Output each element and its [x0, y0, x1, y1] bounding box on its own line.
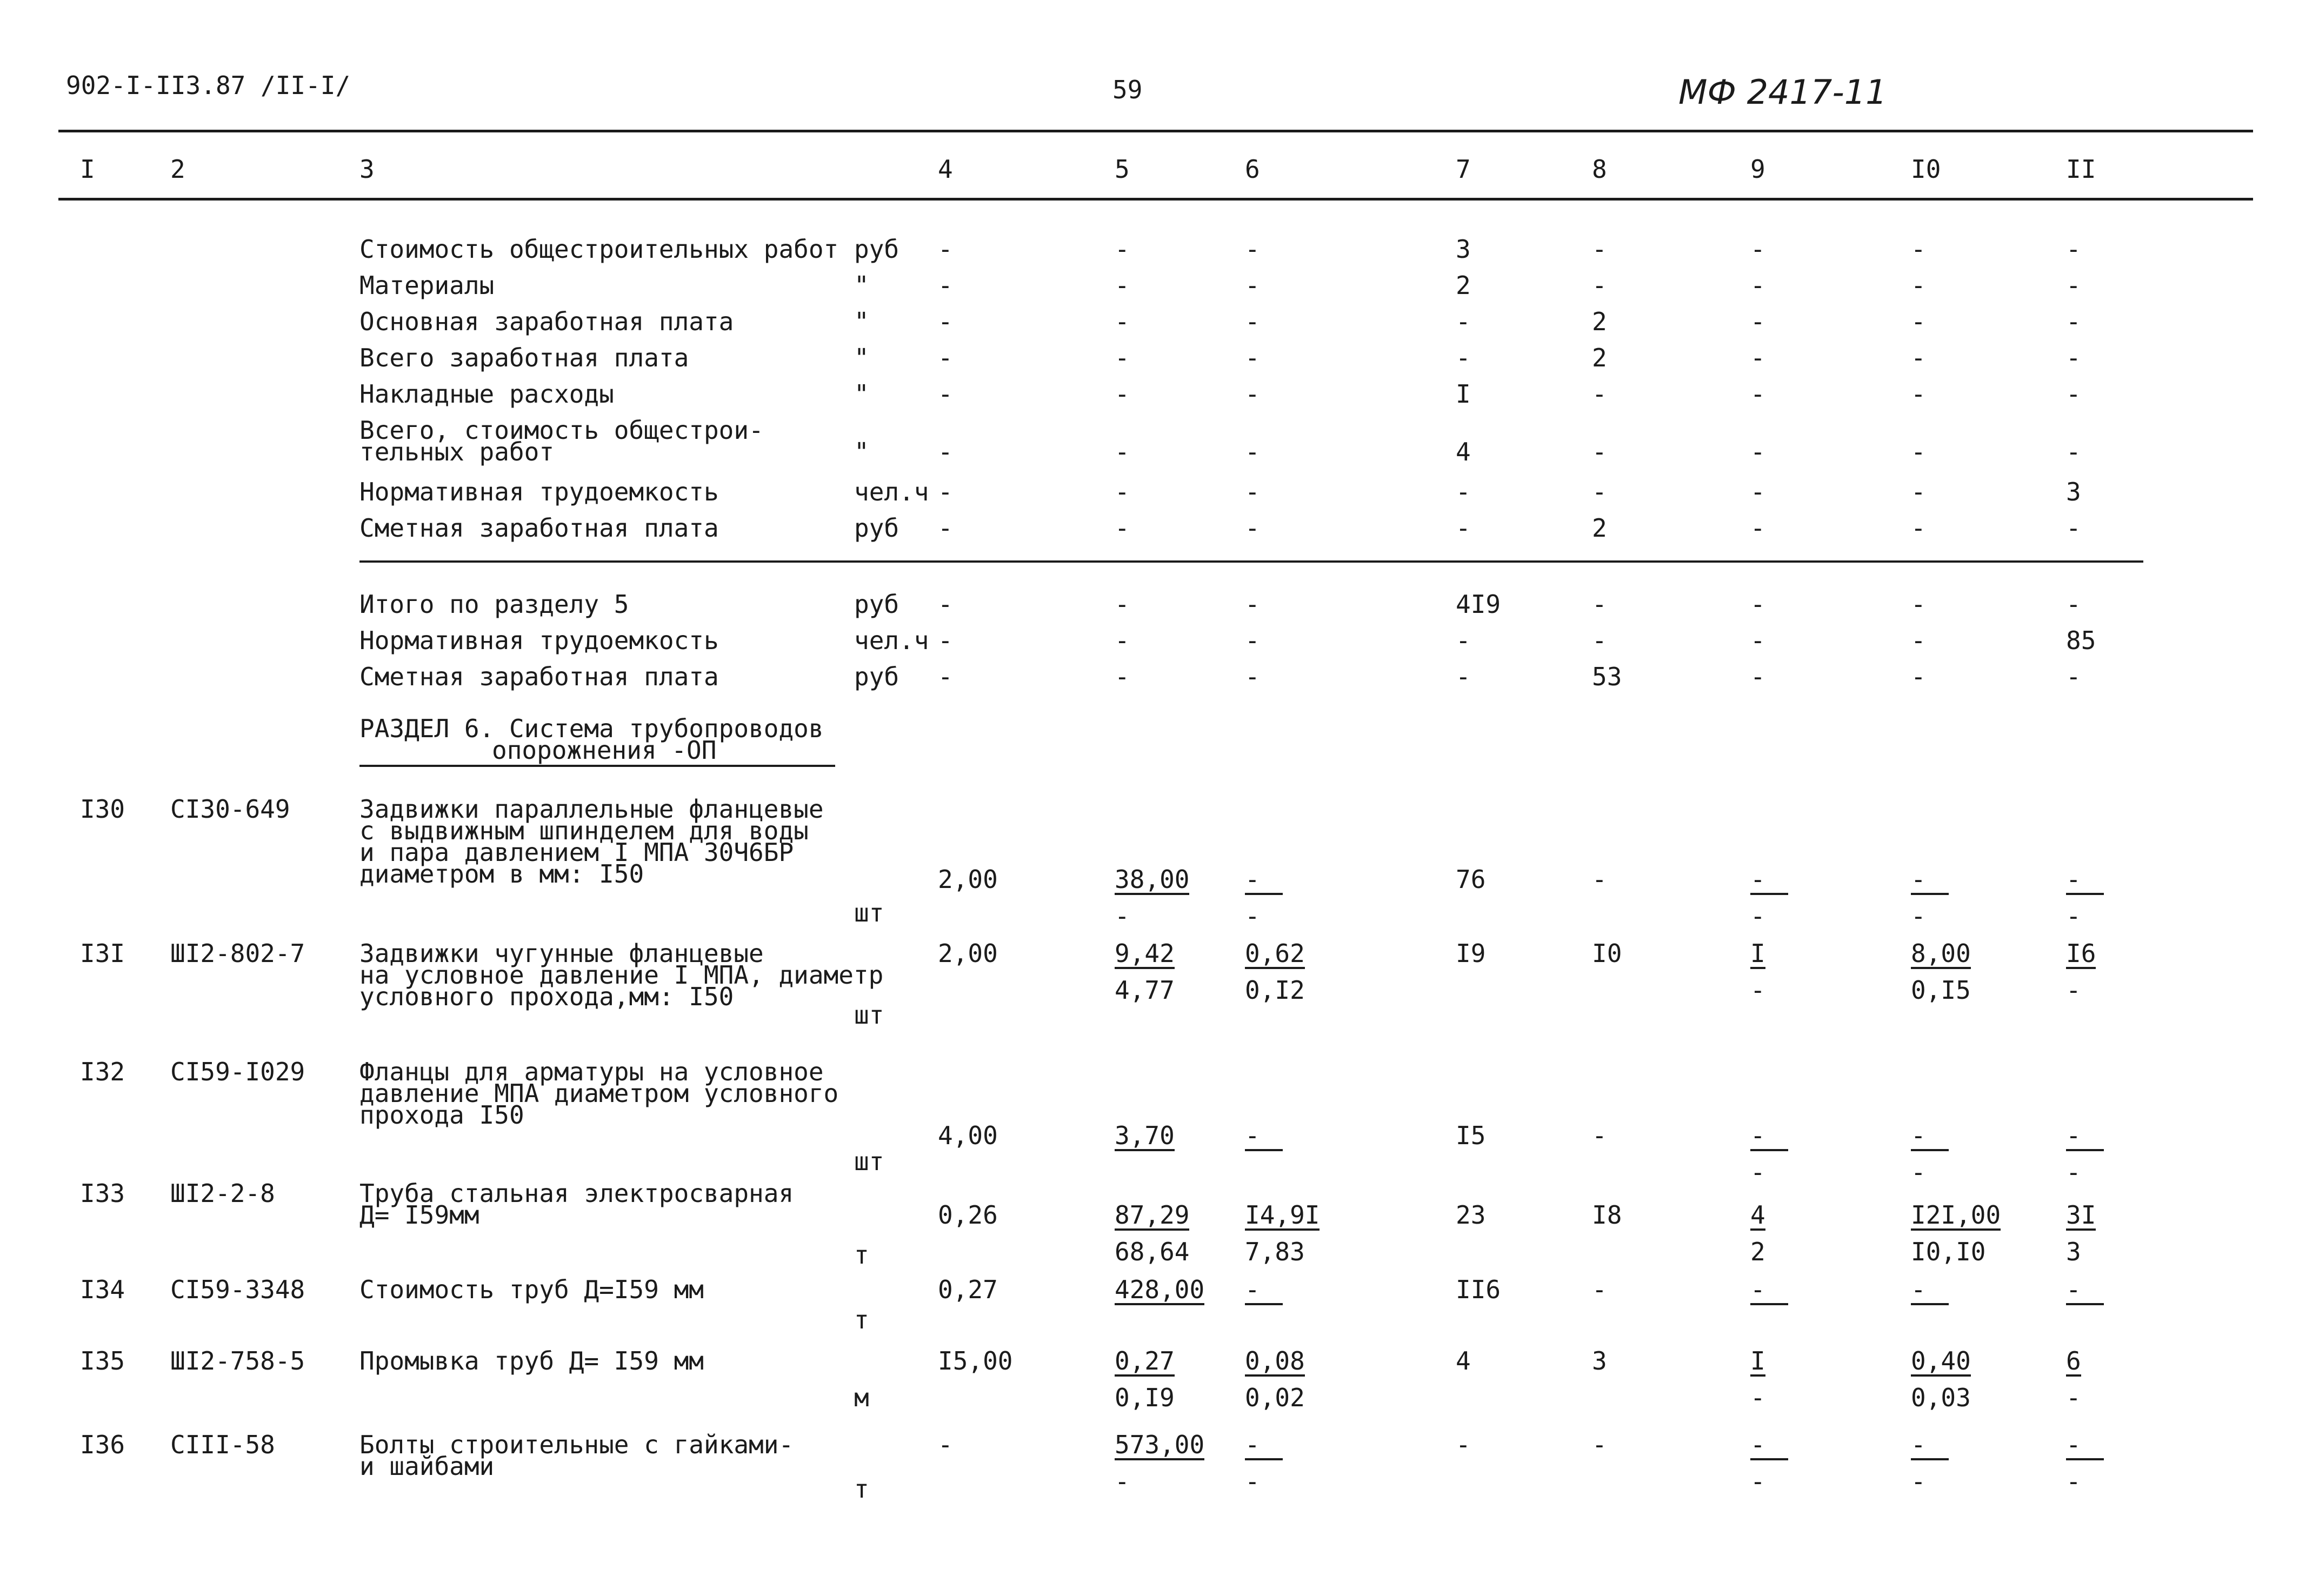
section-heading-underline: [359, 765, 835, 767]
column-header-5: 5: [1115, 155, 1130, 184]
summary-cell-c6: -: [1245, 437, 1260, 466]
item-unit: шт: [854, 1000, 884, 1030]
item-code: ШI2-802-7: [170, 939, 305, 968]
summary-cell-c9: -: [1750, 235, 1765, 264]
summary-cell-c7: -: [1456, 307, 1471, 336]
summary-cell-c10: -: [1911, 235, 1926, 264]
summary-row-unit: чел.ч: [854, 626, 929, 655]
item-c11-subvalue: -: [2066, 976, 2081, 1005]
summary-cell-c6: -: [1245, 477, 1260, 506]
summary-cell-c9: -: [1750, 271, 1765, 300]
summary-row-unit: руб: [854, 662, 899, 691]
summary-cell-c6: -: [1245, 513, 1260, 543]
item-c7-value: -: [1456, 1430, 1471, 1459]
summary-cell-c11: -: [2066, 590, 2081, 619]
item-c10-subvalue: 0,I5: [1911, 976, 1971, 1005]
summary-row-label: Сметная заработная плата: [359, 662, 719, 691]
summary-cell-c9: -: [1750, 437, 1765, 466]
item-number: I3I: [80, 939, 125, 968]
summary-cell-c11: 85: [2066, 626, 2096, 655]
summary-cell-c4: -: [938, 590, 953, 619]
summary-cell-c9: -: [1750, 307, 1765, 336]
item-c10-subvalue: 0,03: [1911, 1383, 1971, 1412]
summary-cell-c9: -: [1750, 343, 1765, 372]
item-c8-value: -: [1592, 1121, 1607, 1150]
item-c7-value: II6: [1456, 1275, 1501, 1304]
summary-cell-c4: -: [938, 477, 953, 506]
item-c11-subvalue: -: [2066, 901, 2081, 931]
summary-row-label: Сметная заработная плата: [359, 513, 719, 543]
column-header-8: 8: [1592, 155, 1607, 184]
item-c10-value: -: [1911, 1123, 1949, 1151]
summary-cell-c10: -: [1911, 513, 1926, 543]
item-c10-value: -: [1911, 1432, 1949, 1460]
summary-cell-c11: -: [2066, 343, 2081, 372]
item-c9-subvalue: -: [1750, 1158, 1765, 1187]
summary-row-label: Нормативная трудоемкость: [359, 626, 719, 655]
summary-cell-c10: -: [1911, 662, 1926, 691]
summary-cell-c9: -: [1750, 513, 1765, 543]
item-description-line: Промывка труб Д= I59 мм: [359, 1346, 704, 1375]
item-c5-subvalue: -: [1115, 1467, 1130, 1496]
summary-cell-c5: -: [1115, 235, 1130, 264]
item-c6-subvalue: -: [1245, 1467, 1260, 1496]
item-c8-value: -: [1592, 1430, 1607, 1459]
summary-cell-c6: -: [1245, 307, 1260, 336]
summary-cell-c5: -: [1115, 513, 1130, 543]
summary-cell-c8: -: [1592, 437, 1607, 466]
item-c8-value: I8: [1592, 1200, 1622, 1230]
item-quantity: 0,26: [938, 1200, 998, 1230]
item-c9-value: -: [1750, 1277, 1788, 1305]
item-c5-value: 0,27: [1115, 1346, 1175, 1375]
item-c5-value: 9,42: [1115, 939, 1175, 968]
summary-cell-c5: -: [1115, 437, 1130, 466]
item-c11-value: 3I: [2066, 1200, 2096, 1230]
summary-cell-c8: -: [1592, 626, 1607, 655]
summary-row-label: Нормативная трудоемкость: [359, 477, 719, 506]
summary-row-unit: ": [854, 379, 869, 409]
summary-cell-c8: 2: [1592, 343, 1607, 372]
item-c9-subvalue: -: [1750, 901, 1765, 931]
column-header-11: II: [2066, 155, 2096, 184]
summary-row-label: Всего, стоимость общестрои-: [359, 416, 764, 445]
item-c10-subvalue: -: [1911, 901, 1926, 931]
item-c11-subvalue: -: [2066, 1158, 2081, 1187]
item-c11-subvalue: -: [2066, 1383, 2081, 1412]
item-description-line: на условное давление I МПА, диаметр: [359, 960, 884, 990]
summary-cell-c7: 2: [1456, 271, 1471, 300]
item-c5-value: 87,29: [1115, 1200, 1190, 1230]
summary-cell-c8: -: [1592, 590, 1607, 619]
item-description-line: диаметром в мм: I50: [359, 859, 644, 889]
summary-cell-c8: -: [1592, 235, 1607, 264]
item-unit: м: [854, 1383, 869, 1412]
summary-cell-c7: -: [1456, 343, 1471, 372]
summary-cell-c5: -: [1115, 271, 1130, 300]
item-c6-subvalue: -: [1245, 901, 1260, 931]
header-rule-top: [58, 130, 2253, 132]
summary-cell-c5: -: [1115, 477, 1130, 506]
item-c5-value: 3,70: [1115, 1121, 1175, 1150]
summary-cell-c4: -: [938, 271, 953, 300]
summary-cell-c8: 2: [1592, 513, 1607, 543]
item-code: ШI2-2-8: [170, 1179, 275, 1208]
item-c10-subvalue: I0,I0: [1911, 1237, 1986, 1266]
summary-cell-c7: -: [1456, 662, 1471, 691]
summary-cell-c4: -: [938, 626, 953, 655]
summary-cell-c4: -: [938, 662, 953, 691]
item-description-line: Стоимость труб Д=I59 мм: [359, 1275, 704, 1304]
item-quantity: -: [938, 1430, 953, 1459]
item-c7-value: I9: [1456, 939, 1486, 968]
summary-cell-c4: -: [938, 379, 953, 409]
summary-cell-c9: -: [1750, 379, 1765, 409]
summary-cell-c5: -: [1115, 379, 1130, 409]
item-number: I36: [80, 1430, 125, 1459]
summary-cell-c4: -: [938, 513, 953, 543]
item-description-line: Задвижки чугунные фланцевые: [359, 939, 764, 968]
item-c9-value: I: [1750, 1346, 1765, 1375]
item-c5-value: 38,00: [1115, 865, 1190, 894]
item-number: I35: [80, 1346, 125, 1375]
item-c5-value: 428,00: [1115, 1275, 1205, 1304]
summary-cell-c11: 3: [2066, 477, 2081, 506]
item-c6-subvalue: 7,83: [1245, 1237, 1305, 1266]
summary-cell-c10: -: [1911, 477, 1926, 506]
item-number: I33: [80, 1179, 125, 1208]
item-code: CI59-I029: [170, 1057, 305, 1086]
summary-cell-c4: -: [938, 235, 953, 264]
page-number: 59: [1112, 75, 1143, 104]
item-c9-subvalue: -: [1750, 1467, 1765, 1496]
item-c10-value: 8,00: [1911, 939, 1971, 968]
summary-cell-c7: -: [1456, 513, 1471, 543]
item-description-line: давление МПА диаметром условного: [359, 1079, 839, 1108]
header-rule-bottom: [58, 198, 2253, 201]
summary-cell-c11: -: [2066, 437, 2081, 466]
summary-cell-c5: -: [1115, 343, 1130, 372]
item-number: I34: [80, 1275, 125, 1304]
summary-cell-c8: 53: [1592, 662, 1622, 691]
item-c10-value: -: [1911, 1277, 1949, 1305]
summary-row-unit: ": [854, 343, 869, 372]
item-c9-value: -: [1750, 867, 1788, 895]
item-c5-subvalue: 0,I9: [1115, 1383, 1175, 1412]
column-header-9: 9: [1750, 155, 1765, 184]
column-header-6: 6: [1245, 155, 1260, 184]
item-quantity: 2,00: [938, 939, 998, 968]
item-description-line: Фланцы для арматуры на условное: [359, 1057, 824, 1086]
summary-cell-c7: 4: [1456, 437, 1471, 466]
summary-cell-c4: -: [938, 437, 953, 466]
item-c5-subvalue: 68,64: [1115, 1237, 1190, 1266]
summary-row-unit: ": [854, 437, 869, 466]
item-description-line: и пара давлением I МПА 30Ч6БР: [359, 838, 794, 867]
summary-cell-c6: -: [1245, 626, 1260, 655]
item-c5-value: 573,00: [1115, 1430, 1205, 1459]
item-unit: шт: [854, 898, 884, 927]
item-c10-value: 0,40: [1911, 1346, 1971, 1375]
summary-cell-c8: 2: [1592, 307, 1607, 336]
item-c8-value: I0: [1592, 939, 1622, 968]
item-c11-value: -: [2066, 1432, 2104, 1460]
item-unit: т: [854, 1240, 869, 1270]
summary-cell-c11: -: [2066, 235, 2081, 264]
summary-separator: [359, 560, 2143, 563]
summary-cell-c11: -: [2066, 662, 2081, 691]
item-number: I32: [80, 1057, 125, 1086]
item-c6-value: -: [1245, 1277, 1283, 1305]
summary-cell-c9: -: [1750, 662, 1765, 691]
summary-cell-c6: -: [1245, 590, 1260, 619]
item-description-line: Болты строительные с гайками-: [359, 1430, 794, 1459]
summary-cell-c10: -: [1911, 626, 1926, 655]
summary-cell-c10: -: [1911, 343, 1926, 372]
summary-row-label: Накладные расходы: [359, 379, 614, 409]
item-c5-subvalue: -: [1115, 901, 1130, 931]
summary-cell-c9: -: [1750, 626, 1765, 655]
column-header-3: 3: [359, 155, 375, 184]
item-c11-value: I6: [2066, 939, 2096, 968]
summary-cell-c4: -: [938, 343, 953, 372]
item-code: CIII-58: [170, 1430, 275, 1459]
summary-cell-c10: -: [1911, 271, 1926, 300]
item-c6-subvalue: 0,I2: [1245, 976, 1305, 1005]
item-description-line: и шайбами: [359, 1452, 495, 1481]
doc-code: 902-I-II3.87 /II-I/: [66, 71, 351, 100]
item-description-line: Труба стальная электросварная: [359, 1179, 794, 1208]
item-c6-value: I4,9I: [1245, 1200, 1320, 1230]
item-c11-value: -: [2066, 1277, 2104, 1305]
item-c9-value: -: [1750, 1432, 1788, 1460]
item-c9-value: I: [1750, 939, 1765, 968]
summary-cell-c8: -: [1592, 379, 1607, 409]
item-unit: т: [854, 1305, 869, 1334]
summary-cell-c11: -: [2066, 307, 2081, 336]
section-heading-line2: опорожнения -ОП: [492, 736, 717, 765]
summary-cell-c7: I: [1456, 379, 1471, 409]
item-c6-value: -: [1245, 867, 1283, 895]
item-c8-value: 3: [1592, 1346, 1607, 1375]
summary-cell-c6: -: [1245, 662, 1260, 691]
summary-cell-c7: -: [1456, 626, 1471, 655]
summary-cell-c4: -: [938, 307, 953, 336]
item-unit: т: [854, 1474, 869, 1504]
item-c6-value: 0,62: [1245, 939, 1305, 968]
summary-row-label: Стоимость общестроительных работ: [359, 235, 839, 264]
summary-row-label-cont: тельных работ: [359, 437, 555, 466]
summary-row-unit: руб: [854, 590, 899, 619]
column-header-1: I: [80, 155, 95, 184]
item-number: I30: [80, 794, 125, 824]
item-quantity: 4,00: [938, 1121, 998, 1150]
summary-cell-c6: -: [1245, 343, 1260, 372]
section-heading-line1: РАЗДЕЛ 6. Система трубопроводов: [359, 714, 824, 743]
item-c6-value: 0,08: [1245, 1346, 1305, 1375]
item-c10-subvalue: -: [1911, 1467, 1926, 1496]
item-c10-value: -: [1911, 867, 1949, 895]
item-code: ШI2-758-5: [170, 1346, 305, 1375]
item-description-line: прохода I50: [359, 1100, 524, 1130]
item-c9-subvalue: 2: [1750, 1237, 1765, 1266]
item-c10-subvalue: -: [1911, 1158, 1926, 1187]
item-c11-subvalue: 3: [2066, 1237, 2081, 1266]
summary-row-label: Всего заработная плата: [359, 343, 689, 372]
item-quantity: 0,27: [938, 1275, 998, 1304]
column-header-2: 2: [170, 155, 185, 184]
summary-row-unit: ": [854, 271, 869, 300]
summary-cell-c11: -: [2066, 271, 2081, 300]
item-c6-subvalue: 0,02: [1245, 1383, 1305, 1412]
summary-cell-c9: -: [1750, 590, 1765, 619]
summary-cell-c6: -: [1245, 379, 1260, 409]
item-c9-subvalue: -: [1750, 1383, 1765, 1412]
item-c11-value: -: [2066, 867, 2104, 895]
summary-cell-c6: -: [1245, 235, 1260, 264]
summary-cell-c10: -: [1911, 590, 1926, 619]
summary-cell-c10: -: [1911, 379, 1926, 409]
summary-cell-c11: -: [2066, 379, 2081, 409]
item-description-line: Задвижки параллельные фланцевые: [359, 794, 824, 824]
item-unit: шт: [854, 1147, 884, 1176]
item-c7-value: I5: [1456, 1121, 1486, 1150]
summary-cell-c10: -: [1911, 307, 1926, 336]
summary-row-label: Материалы: [359, 271, 495, 300]
summary-cell-c5: -: [1115, 307, 1130, 336]
summary-cell-c5: -: [1115, 626, 1130, 655]
summary-row-label: Основная заработная плата: [359, 307, 734, 336]
item-c7-value: 23: [1456, 1200, 1486, 1230]
summary-cell-c7: 3: [1456, 235, 1471, 264]
summary-cell-c10: -: [1911, 437, 1926, 466]
summary-row-unit: руб: [854, 513, 899, 543]
item-description-line: Д= I59мм: [359, 1200, 479, 1230]
item-c11-value: -: [2066, 1123, 2104, 1151]
summary-cell-c5: -: [1115, 662, 1130, 691]
summary-cell-c5: -: [1115, 590, 1130, 619]
item-c5-subvalue: 4,77: [1115, 976, 1175, 1005]
item-c8-value: -: [1592, 865, 1607, 894]
item-c9-value: 4: [1750, 1200, 1765, 1230]
item-quantity: 2,00: [938, 865, 998, 894]
item-c7-value: 76: [1456, 865, 1486, 894]
summary-row-unit: руб: [854, 235, 899, 264]
summary-row-label: Итого по разделу 5: [359, 590, 629, 619]
item-c10-value: I2I,00: [1911, 1200, 2001, 1230]
item-quantity: I5,00: [938, 1346, 1013, 1375]
item-c9-subvalue: -: [1750, 976, 1765, 1005]
summary-cell-c7: -: [1456, 477, 1471, 506]
summary-row-unit: чел.ч: [854, 477, 929, 506]
item-c9-value: -: [1750, 1123, 1788, 1151]
item-c6-value: -: [1245, 1123, 1283, 1151]
item-c11-subvalue: -: [2066, 1467, 2081, 1496]
summary-cell-c7: 4I9: [1456, 590, 1501, 619]
item-code: CI59-3348: [170, 1275, 305, 1304]
summary-cell-c6: -: [1245, 271, 1260, 300]
item-description-line: с выдвижным шпинделем для воды: [359, 816, 809, 845]
summary-cell-c8: -: [1592, 271, 1607, 300]
summary-cell-c9: -: [1750, 477, 1765, 506]
column-header-10: I0: [1911, 155, 1941, 184]
item-c11-value: 6: [2066, 1346, 2081, 1375]
summary-cell-c8: -: [1592, 477, 1607, 506]
item-code: CI30-649: [170, 794, 290, 824]
item-c7-value: 4: [1456, 1346, 1471, 1375]
summary-row-unit: ": [854, 307, 869, 336]
column-header-4: 4: [938, 155, 953, 184]
item-c8-value: -: [1592, 1275, 1607, 1304]
summary-cell-c11: -: [2066, 513, 2081, 543]
item-description-line: условного прохода,мм: I50: [359, 982, 734, 1011]
archive-stamp: МФ 2417-11: [1678, 72, 1887, 112]
item-c6-value: -: [1245, 1432, 1283, 1460]
column-header-7: 7: [1456, 155, 1471, 184]
